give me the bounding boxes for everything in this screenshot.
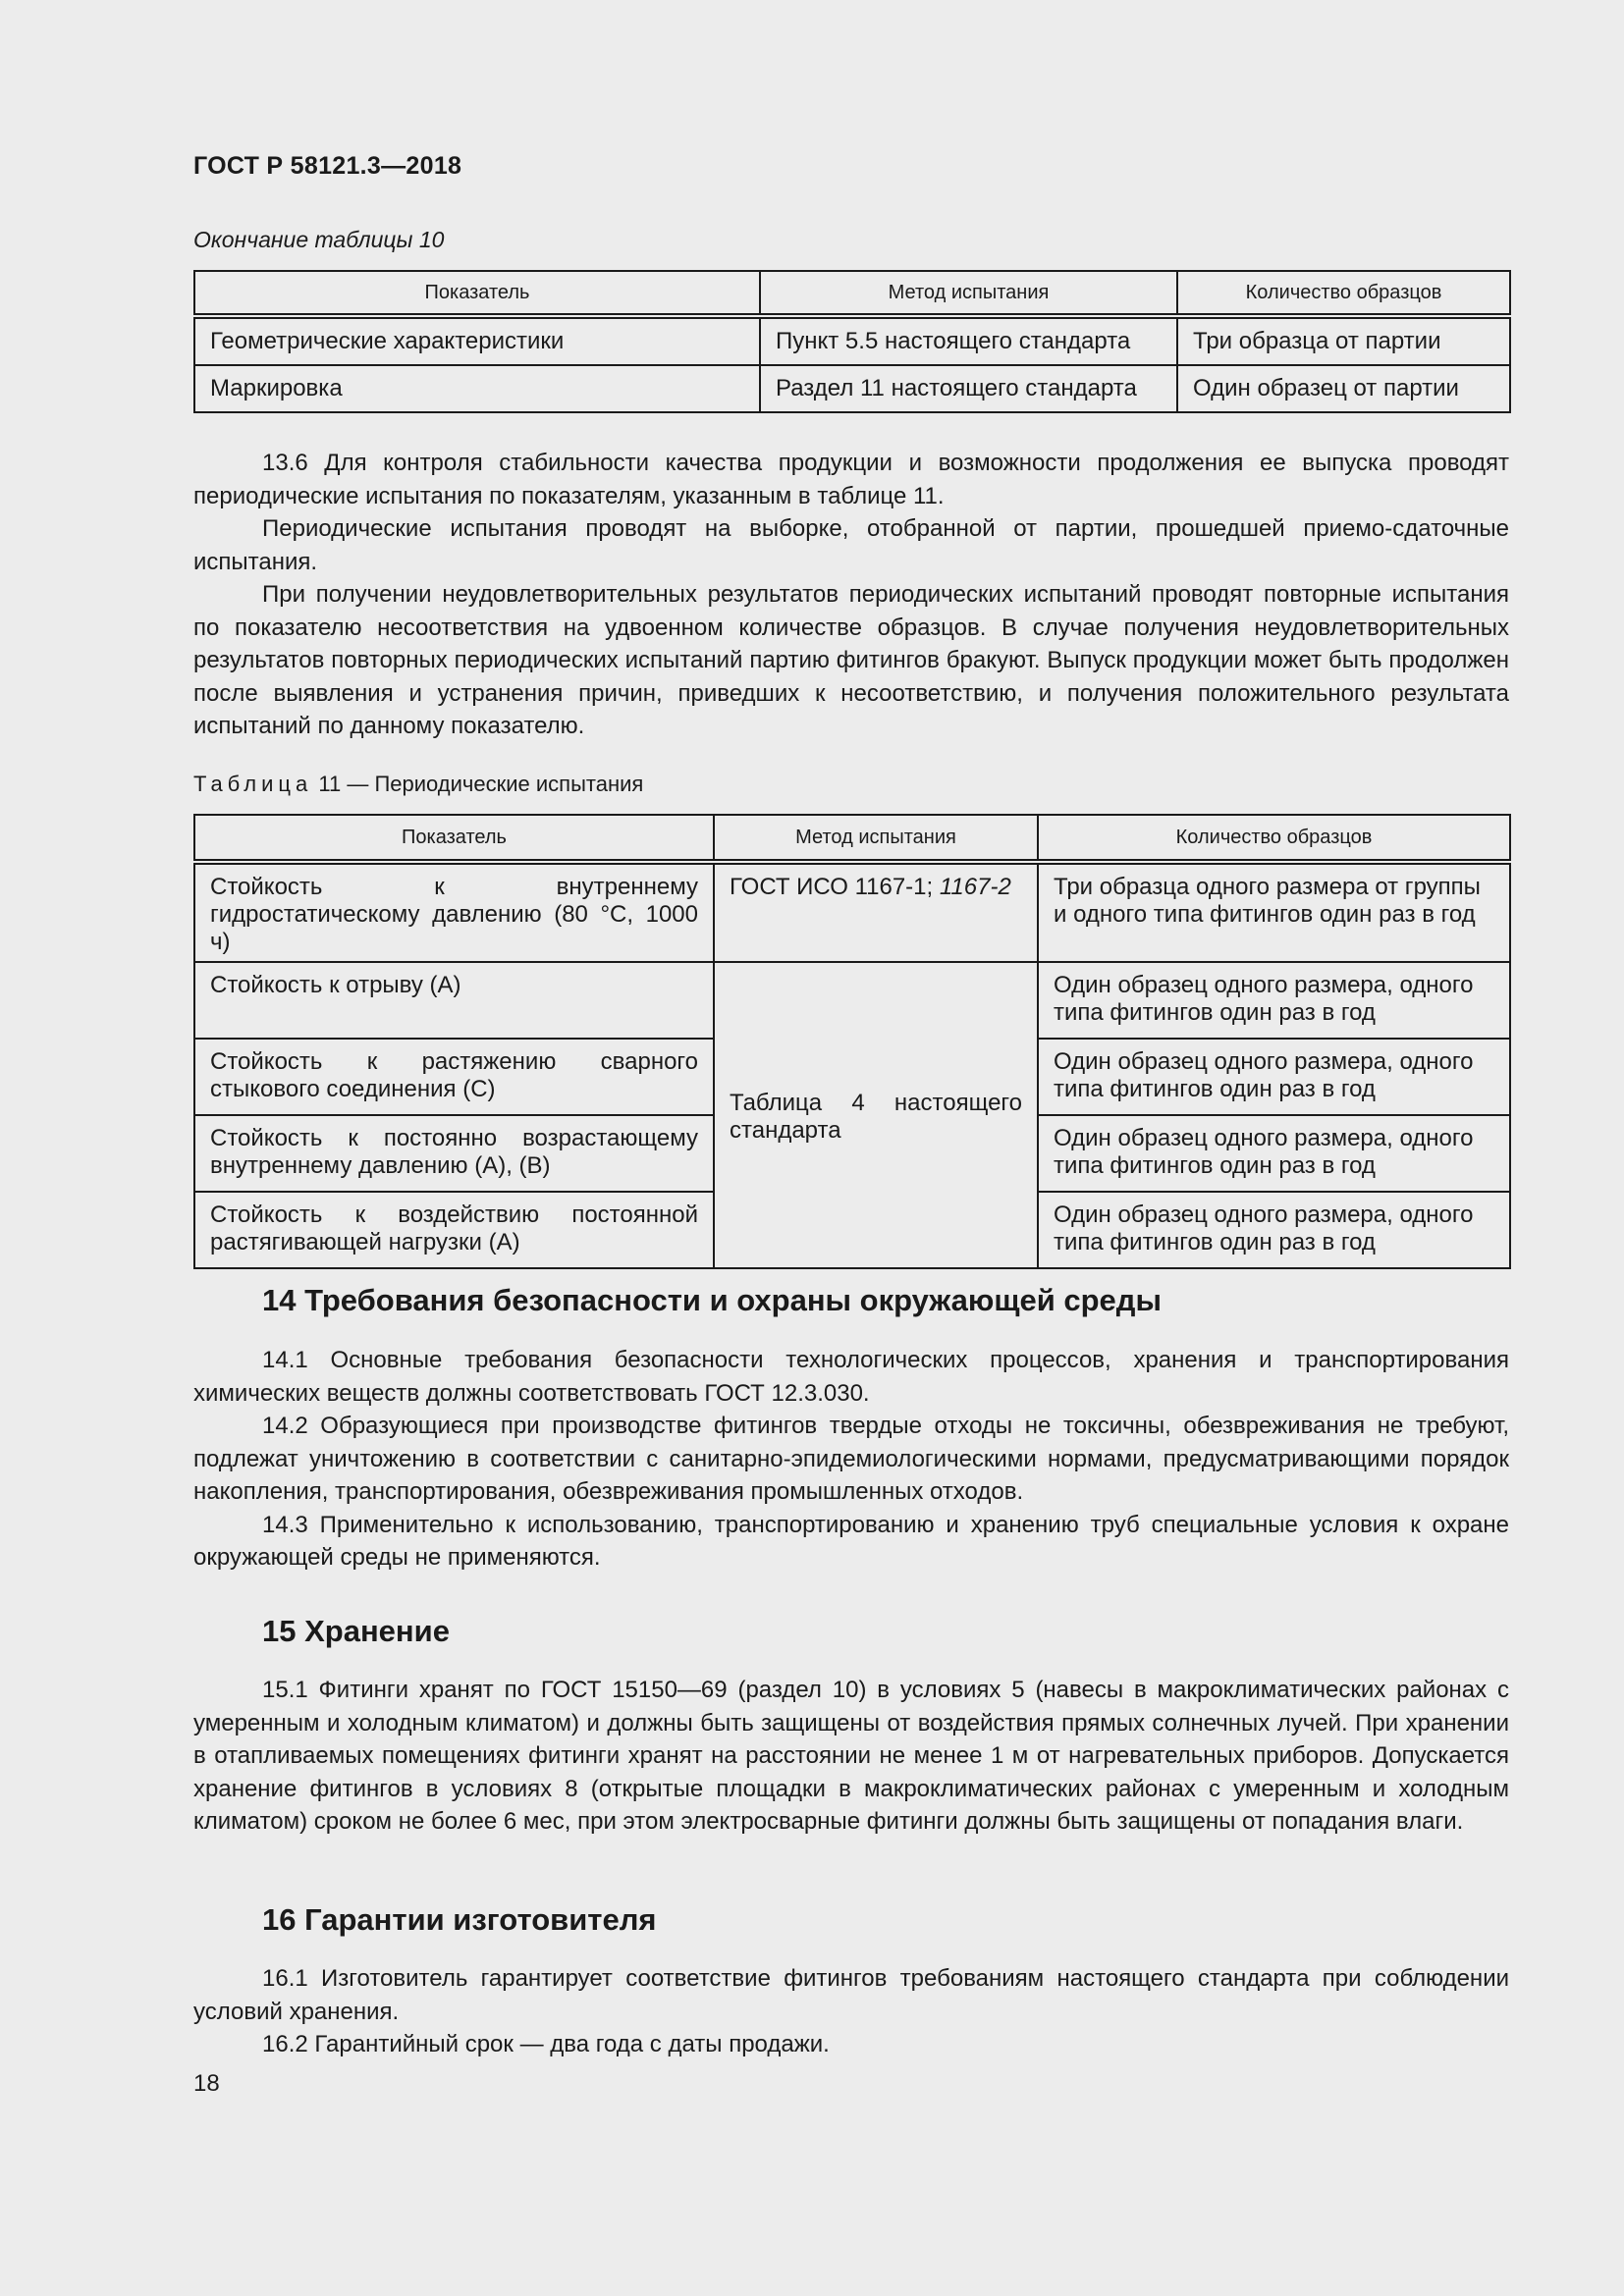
table-cell: Раздел 11 настоящего стандарта [760, 365, 1177, 412]
document-header: ГОСТ Р 58121.3—2018 [193, 152, 462, 180]
paragraph: 15.1 Фитинги хранят по ГОСТ 15150—69 (раздел 10) в условиях 5 (навесы в макроклиматических районах с умеренным и холодным климатом) и должны быть защищены от воздействия прямых солнечных лучей. При хранении в отапливаемых помещениях фитинги хранят на расстоянии не менее 1 м от нагревательных приборов. Допускается хранение фитингов в условиях 8 (открытые площадки в макроклиматических районах с умеренным и холодным климатом) сроком не более 6 мес, при этом электросварные фитинги должны быть защищены от попадания влаги. [193, 1677, 1509, 1835]
table-10 [193, 270, 1511, 413]
table-header-row [194, 815, 1510, 862]
section-16-title: 16 Гарантии изготовителя [262, 1902, 657, 1937]
table11-caption-word: Таблица [193, 772, 313, 796]
section-15 [193, 1674, 1509, 1839]
table-cell: Три образца одного размера от группы и одного типа фитингов один раз в год [1038, 862, 1510, 962]
column-header: Количество образцов [1177, 271, 1510, 316]
table-cell: Один образец одного размера, одного типа фитингов один раз в год [1038, 962, 1510, 1039]
table11-caption [193, 772, 643, 797]
table10-caption: Окончание таблицы 10 [193, 227, 445, 252]
column-header: Показатель [194, 271, 760, 316]
table-cell [714, 862, 1038, 962]
table-cell: Маркировка [194, 365, 760, 412]
paragraph: 16.2 Гарантийный срок — два года с даты продажи. [262, 2031, 830, 2057]
paragraph: 16.1 Изготовитель гарантирует соответствие фитингов требованиям настоящего стандарта при соблюдении условий хранения. [193, 1965, 1509, 2025]
table-cell: Три образца от партии [1177, 316, 1510, 365]
table-cell: Один образец одного размера, одного типа фитингов один раз в год [1038, 1039, 1510, 1115]
paragraph: 14.1 Основные требования безопасности технологических процессов, хранения и транспортирования химических веществ должны соответствовать ГОСТ 12.3.030. [193, 1347, 1509, 1407]
table11-caption-title: 11 — Периодические испытания [318, 772, 644, 796]
paragraph: Периодические испытания проводят на выборке, отобранной от партии, прошедшей приемо-сдаточные испытания. [193, 515, 1509, 575]
paragraph: При получении неудовлетворительных результатов периодических испытаний проводят повторные испытания по показателю несоответствия на удвоенном количестве образцов. В случае получения неудовлетворительных результатов повторных периодических испытаний партию фитингов бракуют. Выпуск продукции может быть продолжен после выявления и устранения причин, приведших к несоответствию, и получения положительного результата испытаний по данному показателю. [193, 581, 1509, 739]
column-header: Метод испытания [760, 271, 1177, 316]
table-cell: Один образец одного размера, одного типа фитингов один раз в год [1038, 1192, 1510, 1268]
table-row [194, 962, 1510, 1039]
table-cell-merged: Таблица 4 настоящего стандарта [714, 962, 1038, 1268]
method-text: ГОСТ ИСО 1167-1; [730, 874, 940, 900]
section-13-6 [193, 447, 1509, 743]
table-row [194, 365, 1510, 412]
column-header: Показатель [194, 815, 714, 862]
paragraph: 14.3 Применительно к использованию, транспортированию и хранению труб специальные условия к охране окружающей среды не применяются. [193, 1511, 1509, 1571]
paragraph: 14.2 Образующиеся при производстве фитингов твердые отходы не токсичны, обезвреживания не требуют, подлежат уничтожению в соответствии с санитарно-эпидемиологическими нормами, предусматривающими порядок накопления, транспортирования, обезвреживания промышленных отходов. [193, 1413, 1509, 1505]
table-cell: Один образец одного размера, одного типа фитингов один раз в год [1038, 1115, 1510, 1192]
table-row [194, 316, 1510, 365]
table-11 [193, 814, 1511, 1269]
column-header: Количество образцов [1038, 815, 1510, 862]
table-row [194, 862, 1510, 962]
section-14-title: 14 Требования безопасности и охраны окружающей среды [262, 1283, 1162, 1317]
table-cell: Стойкость к постоянно возрастающему внутреннему давлению (А), (В) [194, 1115, 714, 1192]
method-text-italic: 1167-2 [939, 874, 1011, 900]
section-16 [193, 1962, 1509, 2061]
table-cell: Стойкость к воздействию постоянной растягивающей нагрузки (А) [194, 1192, 714, 1268]
table-cell: Геометрические характеристики [194, 316, 760, 365]
table-cell: Пункт 5.5 настоящего стандарта [760, 316, 1177, 365]
table-cell: Стойкость к отрыву (А) [194, 962, 714, 1039]
table-cell: Стойкость к внутреннему гидростатическому давлению (80 °С, 1000 ч) [194, 862, 714, 962]
column-header: Метод испытания [714, 815, 1038, 862]
section-15-title: 15 Хранение [262, 1614, 450, 1648]
page-number: 18 [193, 2070, 220, 2097]
paragraph: 13.6 Для контроля стабильности качества продукции и возможности продолжения ее выпуска проводят периодические испытания по показателям, указанным в таблице 11. [193, 450, 1509, 509]
table-cell: Один образец от партии [1177, 365, 1510, 412]
table-cell: Стойкость к растяжению сварного стыкового соединения (С) [194, 1039, 714, 1115]
section-14 [193, 1344, 1509, 1575]
table-header-row [194, 271, 1510, 316]
